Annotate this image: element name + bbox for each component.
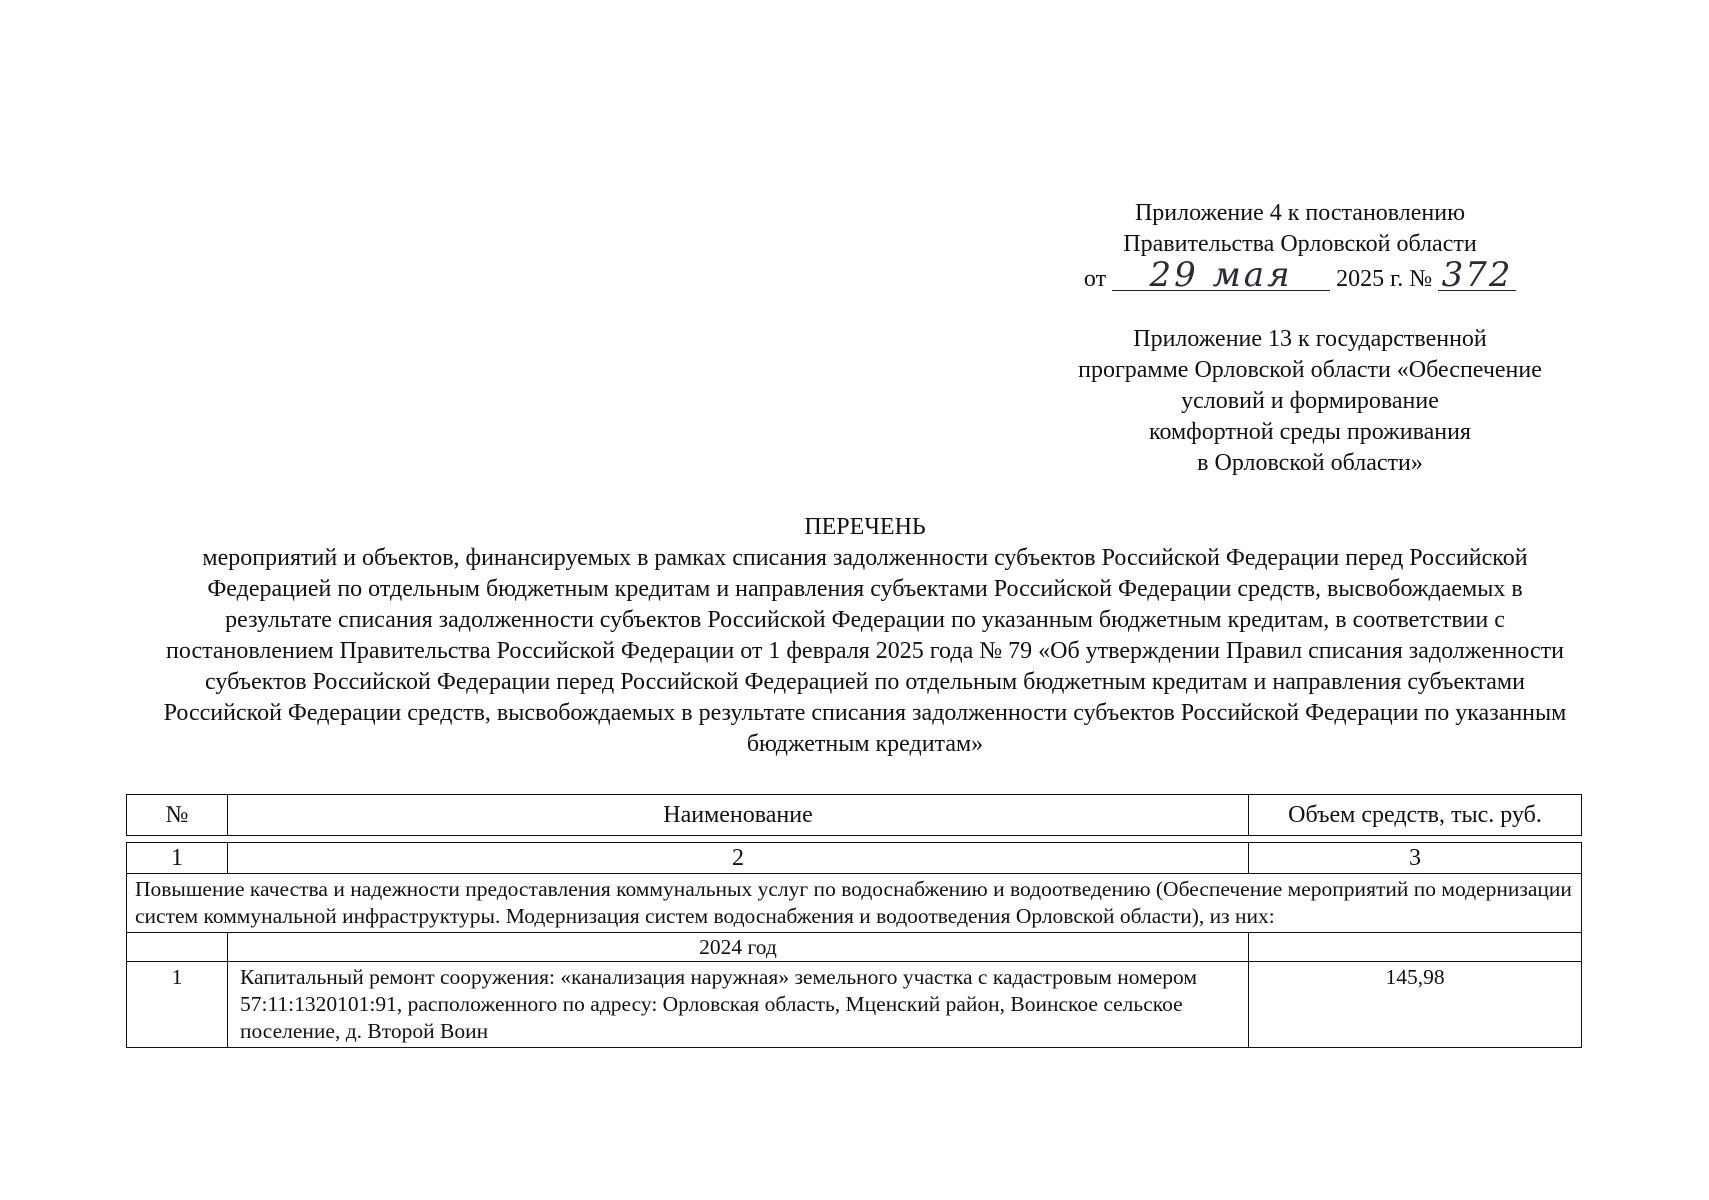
row-num: 1 (127, 962, 228, 1048)
appendix-4-date-line (1000, 255, 1600, 295)
title-heading: ПЕРЕЧЕНЬ (804, 514, 926, 540)
year-number-label: 2025 г. № (1336, 266, 1433, 292)
row-name: Капитальный ремонт сооружения: «канализация наружная» земельного участка с кадастровым номером 57:11:1320101:91, расположенного по адресу: Орловская область, Мценский район, Воинское сельское поселение, д. Второй Воин (228, 962, 1249, 1048)
appendix-13-line5: в Орловской области» (1197, 450, 1423, 476)
year-label: 2024 год (228, 933, 1249, 962)
handwritten-number: 372 (1438, 260, 1516, 291)
table-header-row (127, 795, 1582, 836)
year-empty-cell (127, 933, 228, 962)
appendix-13-line3: условий и формирование (1181, 388, 1439, 414)
appendix-13-line1: Приложение 13 к государственной (1133, 326, 1487, 352)
from-label: от (1083, 266, 1107, 292)
header-name: Наименование (228, 795, 1249, 836)
section-text: Повышение качества и надежности предоставления коммунальных услуг по водоснабжению и водоотведению (Обеспечение мероприятий по модернизации систем коммунальной инфраструктуры. Модернизация систем водоснабжения и водоотведения Орловской области), из них: (127, 874, 1582, 933)
appendix-13-block (960, 324, 1660, 479)
document-title (150, 512, 1580, 760)
col-number-1: 1 (127, 843, 228, 874)
col-number-2: 2 (228, 843, 1249, 874)
measures-table (126, 794, 1582, 1048)
appendix-4-line2: Правительства Орловской области (1123, 231, 1477, 257)
appendix-13-line2: программе Орловской области «Обеспечение (1078, 357, 1542, 383)
col-number-3: 3 (1249, 843, 1582, 874)
row-amount: 145,98 (1249, 962, 1582, 1048)
title-body: мероприятий и объектов, финансируемых в рамках списания задолженности субъектов Российской Федерации перед Российской Федерацией по отдельным бюджетным кредитам и направления субъектами Российской Федерации средств, высвобождаемых в результате списания задолженности субъектов Российской Федерации по указанным бюджетным кредитам, в соответствии с постановлением Правительства Российской Федерации от 1 февраля 2025 года № 79 «Об утверждении Правил списания задолженности субъектов Российской Федерации перед Российской Федерацией по отдельным бюджетным кредитам и направления субъектами Российской Федерации средств, высвобождаемых в результате списания задолженности субъектов Российской Федерации по указанным бюджетным кредитам» (163, 545, 1567, 757)
table-row (127, 962, 1582, 1048)
column-number-row (127, 843, 1582, 874)
gap-cell (228, 836, 1249, 843)
appendix-4-line1: Приложение 4 к постановлению (1134, 200, 1466, 226)
table-gap (127, 836, 1582, 843)
year-empty-cell (1249, 933, 1582, 962)
section-row (127, 874, 1582, 933)
year-row (127, 933, 1582, 962)
gap-cell (1249, 836, 1582, 843)
appendix-4-block (1000, 198, 1600, 295)
header-num: № (127, 795, 228, 836)
handwritten-date: 29 мая (1112, 260, 1330, 291)
header-amount: Объем средств, тыс. руб. (1249, 795, 1582, 836)
appendix-13-line4: комфортной среды проживания (1149, 419, 1471, 445)
gap-cell (127, 836, 228, 843)
